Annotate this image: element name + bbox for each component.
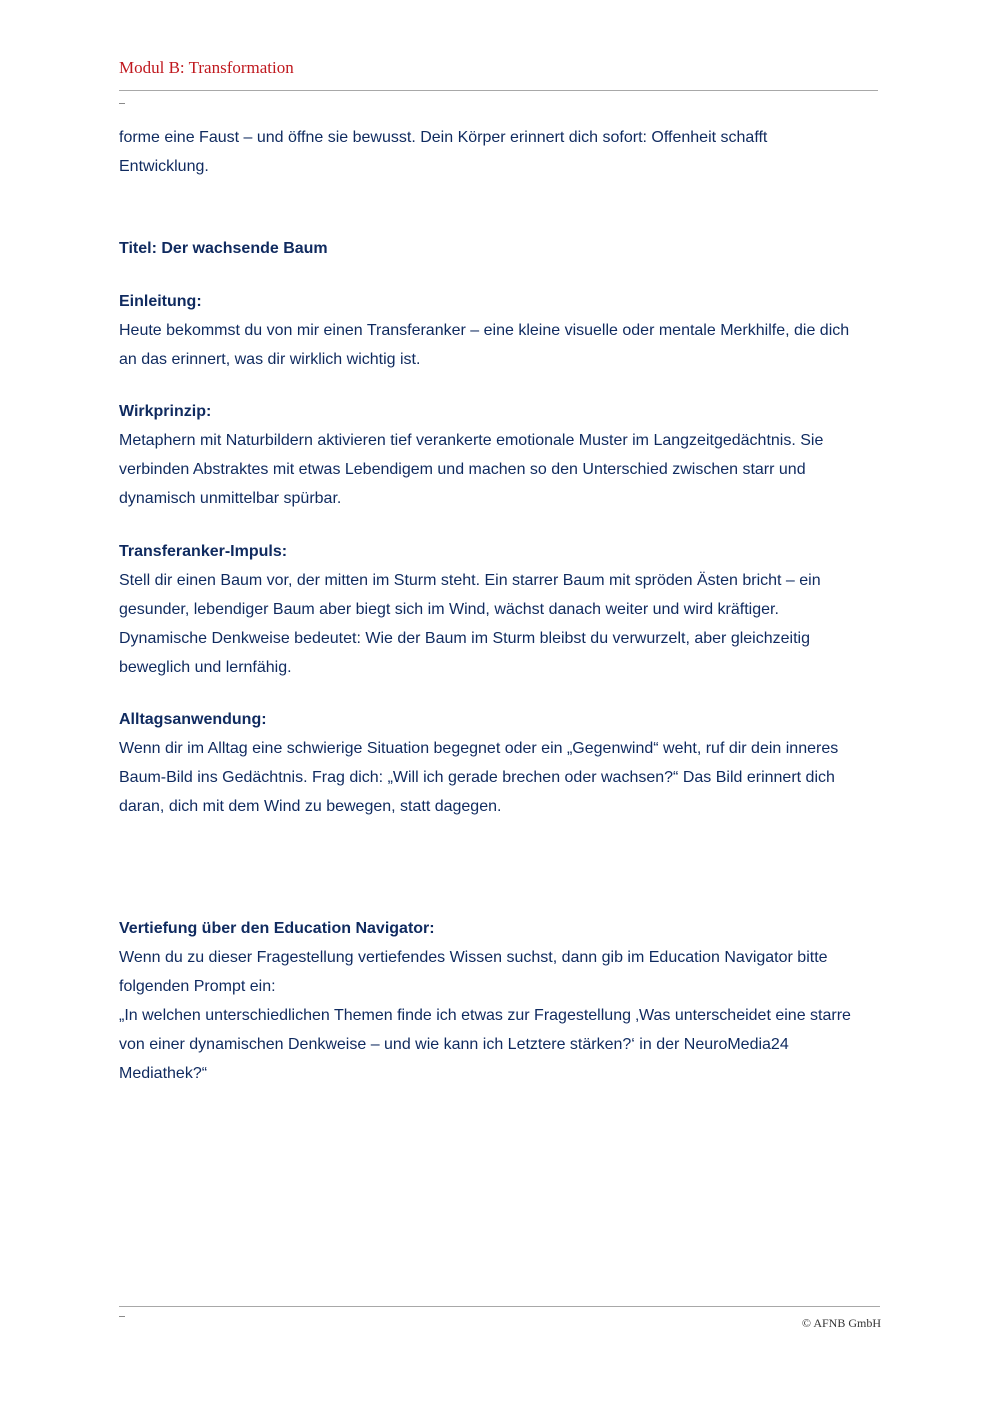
- section-heading: Wirkprinzip:: [119, 403, 212, 420]
- section-einleitung: [119, 287, 889, 374]
- section-text: Metaphern mit Naturbildern aktivieren tief verankerte emotionale Muster im Langzeitgedächtnis. Sie verbinden Abstraktes mit etwas Lebendigem und machen so den Unterschied zwischen starr und dynamisch unmittelbar spürbar.: [119, 432, 824, 507]
- footer-divider: [119, 1306, 880, 1307]
- footer-divider-mark: [119, 1316, 125, 1317]
- section-text: Wenn du zu dieser Fragestellung vertiefendes Wissen suchst, dann gib im Education Navigator bitte folgenden Prompt ein:: [119, 949, 828, 995]
- footer-copyright: © AFNB GmbH: [801, 1316, 881, 1330]
- section-wirkprinzip: [119, 397, 889, 513]
- document-title-block: [119, 234, 889, 263]
- section-text: Stell dir einen Baum vor, der mitten im Sturm steht. Ein starrer Baum mit spröden Ästen bricht – ein gesunder, lebendiger Baum aber biegt sich im Wind, wächst danach weiter und wird kräftiger. Dynamische Denkweise bedeutet: Wie der Baum im Sturm bleibst du verwurzelt, aber gleichzeitig beweglich und lernfähig.: [119, 572, 821, 676]
- document-title: Titel: Der wachsende Baum: [119, 240, 328, 257]
- intro-continuation-text: forme eine Faust – und öffne sie bewusst. Dein Körper erinnert dich sofort: Offenheit schafft Entwicklung.: [119, 129, 768, 175]
- section-alltagsanwendung: [119, 705, 889, 821]
- section-heading: Transferanker-Impuls:: [119, 543, 288, 560]
- section-vertiefung: [119, 914, 889, 1088]
- section-text: Wenn dir im Alltag eine schwierige Situation begegnet oder ein „Gegenwind“ weht, ruf dir dein inneres Baum-Bild ins Gedächtnis. Frag dich: „Will ich gerade brechen oder wachsen?“ Das Bild erinnert dich daran, dich mit dem Wind zu bewegen, statt dagegen.: [119, 740, 839, 815]
- section-transferanker-impuls: [119, 537, 889, 682]
- header-divider: [119, 90, 878, 91]
- section-text: Heute bekommst du von mir einen Transferanker – eine kleine visuelle oder mentale Merkhilfe, die dich an das erinnert, was dir wirklich wichtig ist.: [119, 322, 850, 368]
- header-divider-mark: [119, 103, 125, 104]
- page-header-title: Modul B: Transformation: [119, 58, 294, 77]
- intro-continuation-block: [119, 123, 889, 181]
- section-heading: Einleitung:: [119, 293, 202, 310]
- section-heading: Alltagsanwendung:: [119, 711, 267, 728]
- education-navigator-prompt: „In welchen unterschiedlichen Themen finde ich etwas zur Fragestellung ‚Was unterscheidet eine starre von einer dynamischen Denkweise – und wie kann ich Letztere stärken?‘ in der NeuroMedia24 Mediathek?“: [119, 1007, 851, 1082]
- section-heading: Vertiefung über den Education Navigator:: [119, 920, 435, 937]
